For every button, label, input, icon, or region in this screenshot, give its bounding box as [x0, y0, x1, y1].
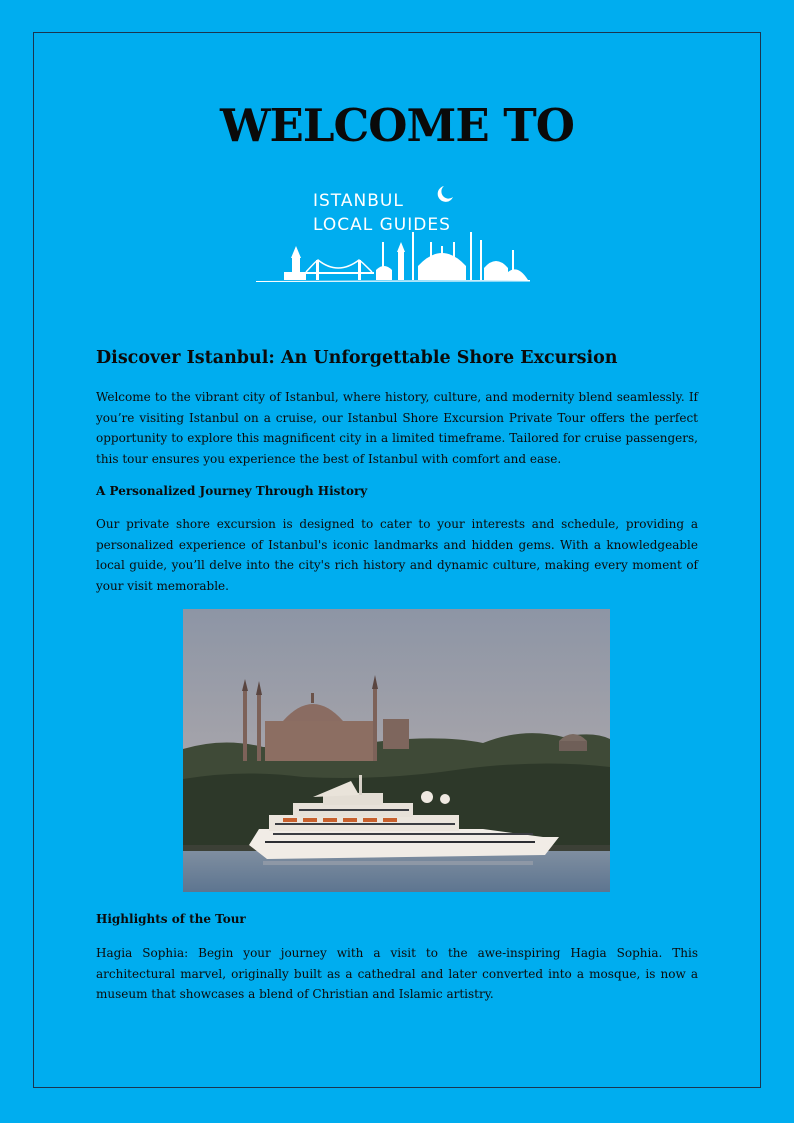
logo-text-istanbul: ISTANBUL: [313, 191, 404, 211]
istanbul-local-guides-logo[interactable]: [256, 180, 534, 284]
section-heading-highlights: Highlights of the Tour: [96, 912, 246, 926]
article-title: Discover Istanbul: An Unforgettable Shore Excursion: [96, 348, 618, 368]
intro-paragraph: Welcome to the vibrant city of Istanbul, where history, culture, and modernity blend seamlessly. If you’re visiting Istanbul on a cruise, our Istanbul Shore Excursion Private Tour offers the perfect opportunity to explore this magnificent city in a limited timeframe. Tailored for cruise passengers, this tour ensures you experience the best of Istanbul with comfort and ease.: [96, 390, 698, 466]
hagia-sophia-paragraph: Hagia Sophia: Begin your journey with a visit to the awe-inspiring Hagia Sophia. This architectural marvel, originally built as a cathedral and later converted into a mosque, is now a museum that showcases a blend of Christian and Islamic artistry.: [96, 946, 698, 1001]
logo-text-local-guides: LOCAL GUIDES: [313, 215, 451, 235]
personalized-journey-paragraph: Our private shore excursion is designed to cater to your interests and schedule, providing a personalized experience of Istanbul's iconic landmarks and hidden gems. With a knowledgeable local guide, you’ll delve into the city's rich history and dynamic culture, making every moment of your visit memorable.: [96, 517, 698, 593]
cruise-ship-hagia-sophia-photo: [183, 609, 610, 892]
section-heading-personalized-journey: A Personalized Journey Through History: [96, 484, 368, 498]
cruise-ship-photo-icon: [183, 609, 610, 892]
welcome-title: WELCOME TO: [220, 99, 574, 152]
